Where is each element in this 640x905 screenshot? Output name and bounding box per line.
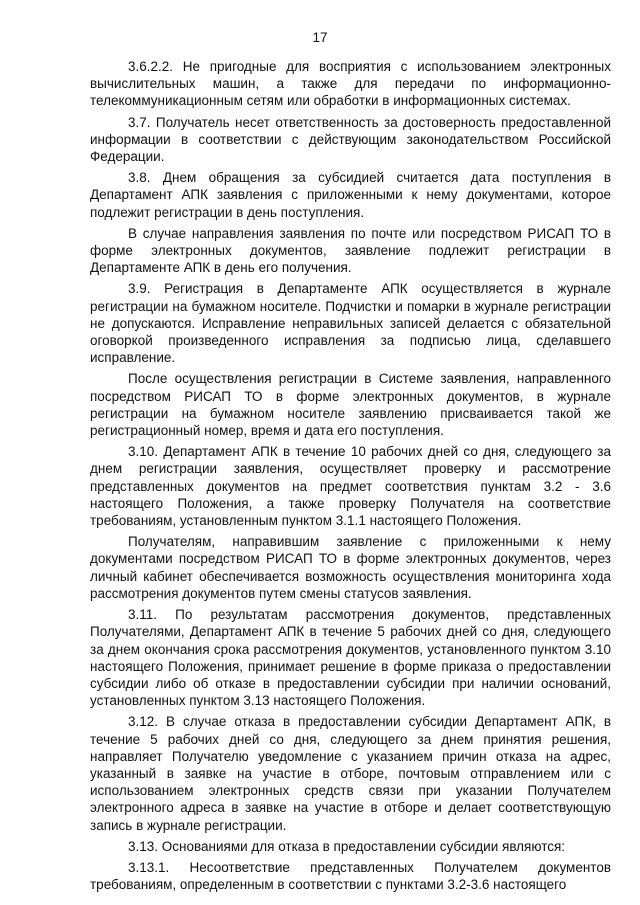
paragraph-3-13: 3.13. Основаниями для отказа в предоставлении субсидии являются:: [128, 838, 566, 854]
paragraph-3-10: 3.10. Департамент АПК в течение 10 рабочих дней со дня, следующего за днем регистрации заявления, осуществляет проверку и рассмотрение представленных документов на предмет соответствия пунктам 3.2 - 3.6 настоящего Положения, а также проверку Получателя на соответствие требованиям, установленным пунктом 3.1.1 настоящего Положения.: [90, 444, 611, 529]
paragraph-system-registration: После осуществления регистрации в Системе заявления, направленного посредством РИСАП ТО в форме электронных документов, в журнале регистрации на бумажном носителе заявлению присваивается такой же регистрационный номер, время и дата его поступления.: [90, 371, 611, 439]
paragraph-3-8: 3.8. Днем обращения за субсидией считается дата поступления в Департамент АПК заявления с приложенными к нему документами, которое подлежит регистрации в день поступления.: [90, 170, 611, 220]
paragraph-3-9: 3.9. Регистрация в Департаменте АПК осуществляется в журнале регистрации на бумажном носителе. Подчистки и помарки в журнале регистрации не допускаются. Исправление неправильных записей делается с обязательной оговоркой произведенного исправления за подписью лица, сделавшего исправление.: [90, 281, 611, 366]
paragraph-monitoring: Получателям, направившим заявление с приложенными к нему документами посредством РИСАП ТО в форме электронных документов, через личный кабинет обеспечивается возможность осуществления мониторинга хода рассмотрения документов путем смены статусов заявления.: [90, 534, 611, 601]
paragraph-3-7: 3.7. Получатель несет ответственность за достоверность предоставленной информации в соответствии с действующим законодательством Российской Федерации.: [90, 114, 611, 165]
page-number: 17: [312, 30, 328, 45]
paragraph-mail-registration: В случае направления заявления по почте или посредством РИСАП ТО в форме электронных документов, заявление подлежит регистрации в Департаменте АПК в день его получения.: [90, 225, 611, 276]
paragraph-3-13-1: 3.13.1. Несоответствие представленных Получателем документов требованиям, определенным в соответствии с пунктами 3.2-3.6 настоящего: [90, 859, 611, 893]
paragraph-3-12: 3.12. В случае отказа в предоставлении субсидии Департамент АПК, в течение 5 рабочих дней со дня, следующего за днем принятия решения, направляет Получателю уведомление с указанием причин отказа на адрес, указанный в заявке на участие в отборе, почтовым отправлением или с использованием электронных средств связи при указании Получателем электронного адреса в заявке на участие в отборе и делает соответствующую запись в журнале регистрации.: [90, 714, 611, 833]
document-body: [90, 58, 611, 893]
paragraph-3-6-2-2: 3.6.2.2. Не пригодные для восприятия с использованием электронных вычислительных машин, а также для передачи по информационно-телекоммуникационным сетям или обработки в информационных системах.: [90, 59, 611, 109]
paragraph-3-11: 3.11. По результатам рассмотрения документов, представленных Получателями, Департамент АПК в течение 5 рабочих дней со дня, следующего за днем окончания срока рассмотрения документов, установленного пунктом 3.10 настоящего Положения, принимает решение в форме приказа о предоставлении субсидии либо об отказе в предоставлении субсидии при наличии оснований, установленных пунктом 3.13 настоящего Положения.: [90, 607, 611, 709]
